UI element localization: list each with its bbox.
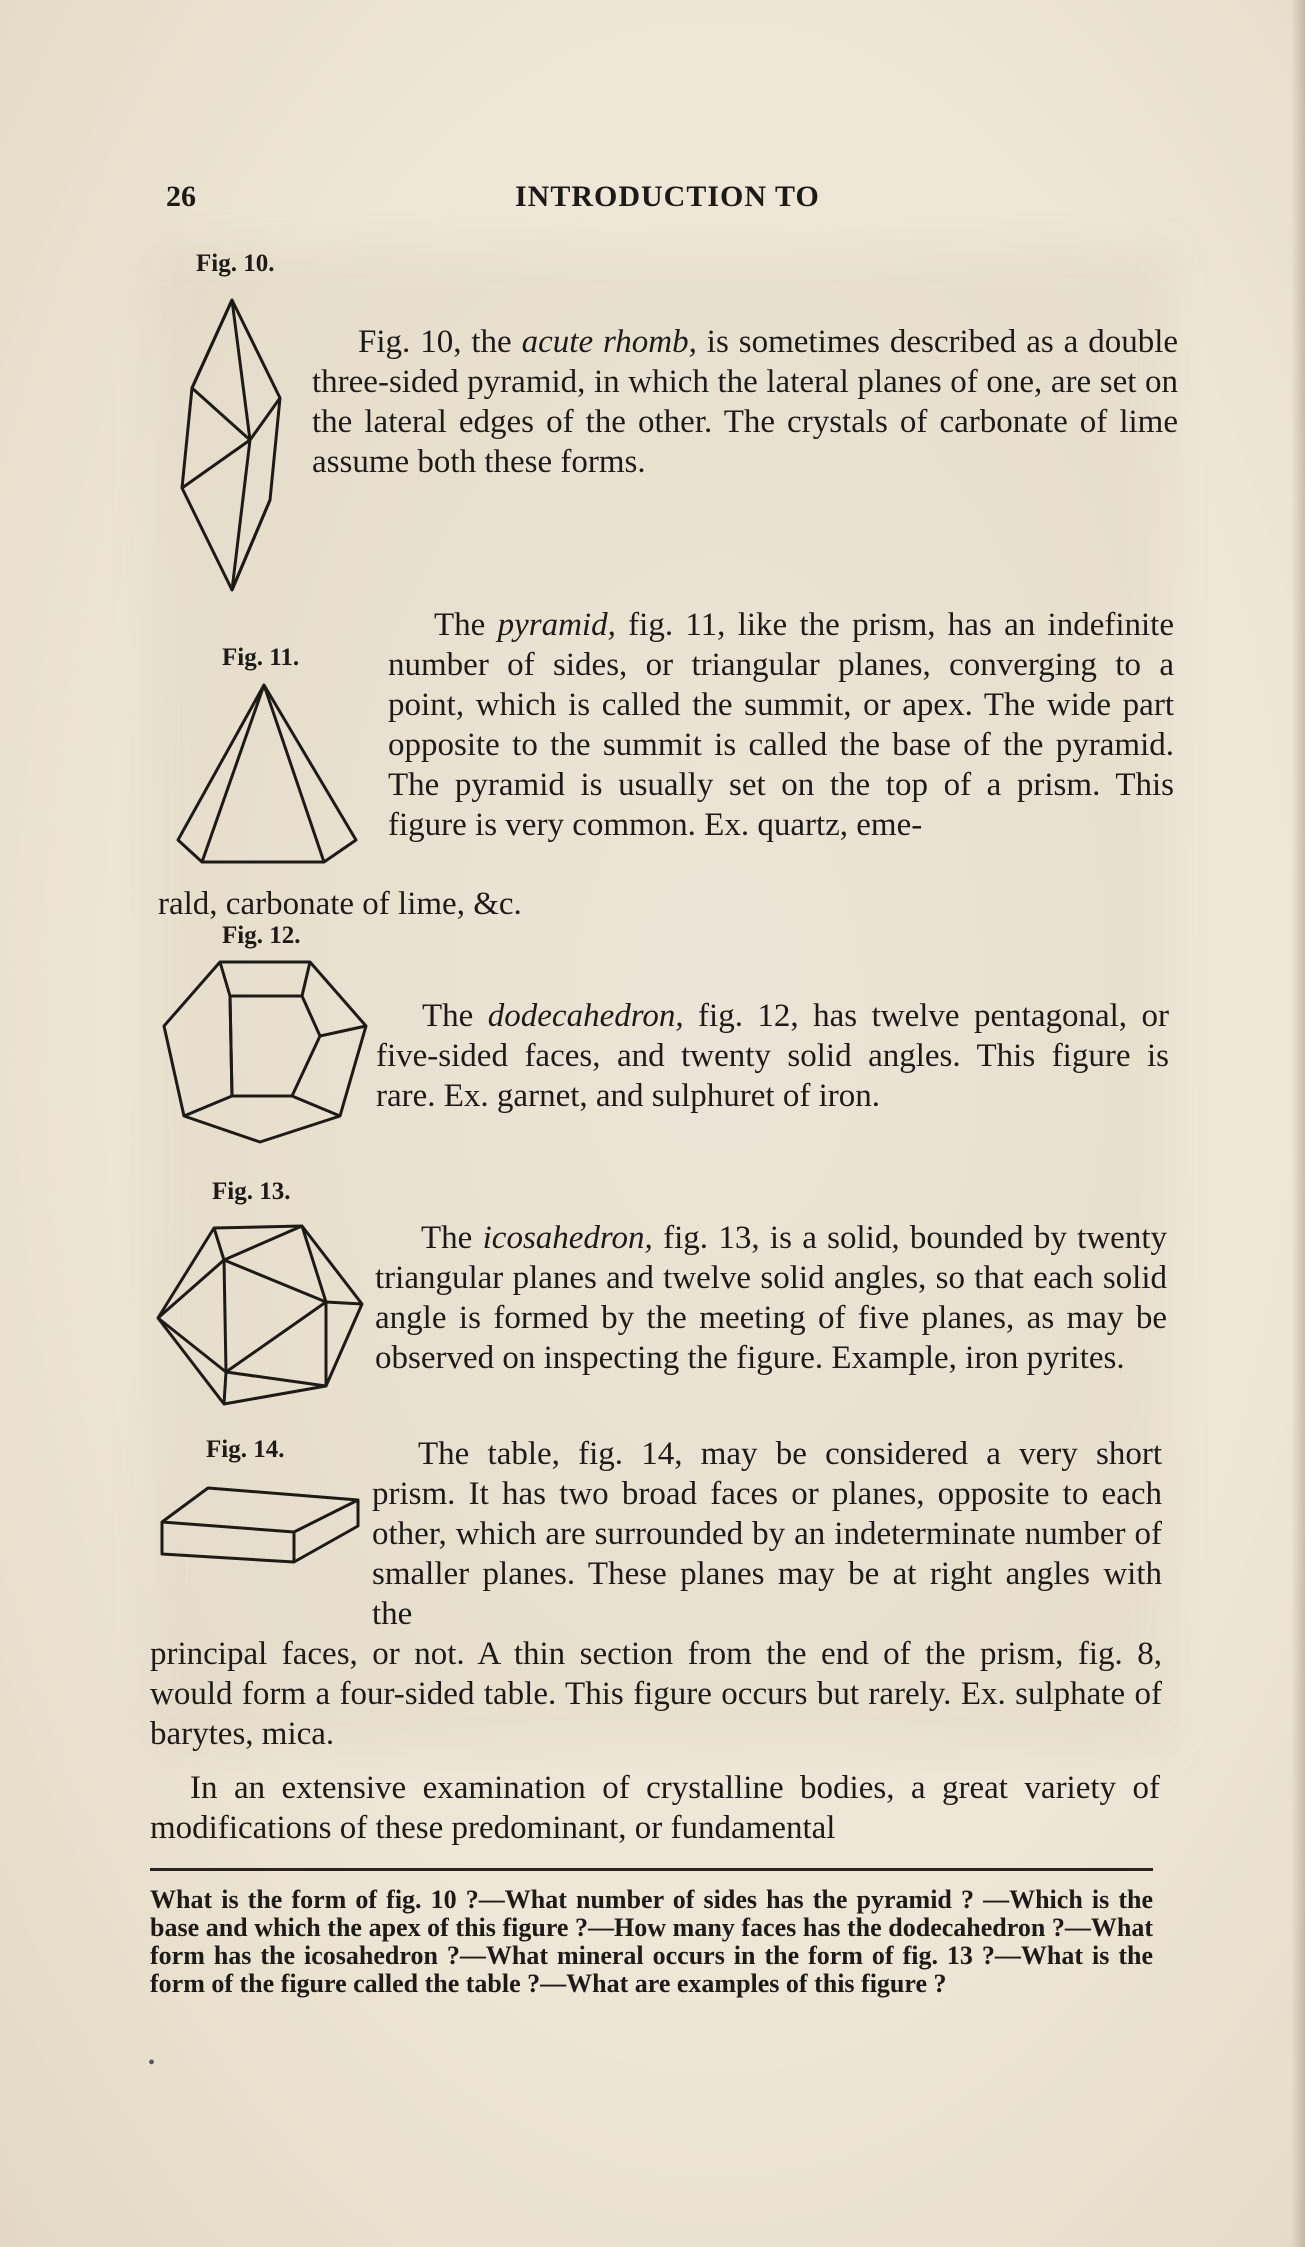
- paragraph-crystalline-bodies: [150, 1768, 1160, 1848]
- paragraph-fig-13: [375, 1218, 1167, 1378]
- fig-12-dodecahedron-drawing: [160, 956, 370, 1146]
- p10-text-rest: is sometimes described as a double three-sided pyramid, in which the lateral planes of one, are set on the lateral edges of the other. The crystals of carbonate of lime assume both these forms.: [312, 324, 1179, 480]
- footnote-rule: [150, 1868, 1153, 1871]
- fig-14-table-drawing: [158, 1484, 364, 1566]
- p15-text: In an extensive examination of crystalline bodies, a great variety of modifications of these predominant, or fundamental: [150, 1770, 1160, 1846]
- paragraph-fig-12: [376, 996, 1169, 1116]
- p11-text-start: The: [434, 607, 498, 643]
- footnote-questions: What is the form of fig. 10 ?—What number of sides has the pyramid ? —Which is the base and which the apex of this figure ?—How many faces has the dodecahedron ?—What form has the icosahedron ?—What mineral occurs in the form of fig. 13 ?—What is the form of the figure called the table ?—What are examples of this figure ?: [150, 1885, 1153, 1998]
- fig-14-label: Fig. 14.: [206, 1436, 285, 1463]
- paragraph-fig-11-continued: [158, 884, 1158, 924]
- term-dodecahedron: dodecahedron,: [487, 998, 684, 1034]
- p14-text: The table, fig. 14, may be considered a very short prism. It has two broad faces or planes, opposite to each other, which are surrounded by an indeterminate number of smaller planes. These planes may be at right angles with the: [372, 1436, 1162, 1632]
- fig-10-label: Fig. 10.: [196, 250, 275, 277]
- running-title: INTRODUCTION TO: [515, 180, 820, 213]
- fig-13-label: Fig. 13.: [212, 1178, 291, 1205]
- p11-text-rest: fig. 11, like the prism, has an indefinite number of sides, or triangular planes, converging to a point, which is called the summit, or apex. The wide part opposite to the summit is called the base of the pyramid. The pyramid is usually set on the top of a prism. This figure is very common. Ex. quartz, eme-: [388, 607, 1174, 843]
- fig-11-label: Fig. 11.: [222, 644, 300, 671]
- p14-text-tail: principal faces, or not. A thin section from the end of the prism, fig. 8, would form a four-sided table. This figure occurs but rarely. Ex. sulphate of barytes, mica.: [150, 1636, 1162, 1752]
- page-mark: •: [148, 2052, 156, 2074]
- page-number: 26: [166, 180, 196, 213]
- term-pyramid: pyramid,: [497, 607, 616, 643]
- paragraph-fig-14-continued: [150, 1634, 1162, 1754]
- p10-text-start: Fig. 10, the: [358, 324, 522, 360]
- fig-10-acute-rhomb-drawing: [170, 290, 290, 600]
- fig-11-pyramid-drawing: [174, 680, 364, 870]
- paragraph-fig-14: [372, 1434, 1162, 1634]
- p11-text-tail: rald, carbonate of lime, &c.: [158, 886, 522, 922]
- paragraph-fig-11: [388, 605, 1174, 845]
- term-icosahedron: icosahedron,: [482, 1220, 653, 1256]
- p12-text-rest: fig. 12, has twelve pentagonal, or five-sided faces, and twenty solid angles. This figure is rare. Ex. garnet, and sulphuret of iron.: [376, 998, 1169, 1114]
- paragraph-fig-10: [312, 322, 1178, 482]
- fig-13-icosahedron-drawing: [154, 1222, 366, 1408]
- p13-text-rest: fig. 13, is a solid, bounded by twenty triangular planes and twelve solid angles, so that each solid angle is formed by the meeting of five planes, as may be observed on inspecting the figure. Example, iron pyrites.: [375, 1220, 1167, 1376]
- p13-text-start: The: [421, 1220, 483, 1256]
- p12-text-start: The: [422, 998, 488, 1034]
- fig-12-label: Fig. 12.: [222, 922, 301, 949]
- term-acute-rhomb: acute rhomb,: [521, 324, 697, 360]
